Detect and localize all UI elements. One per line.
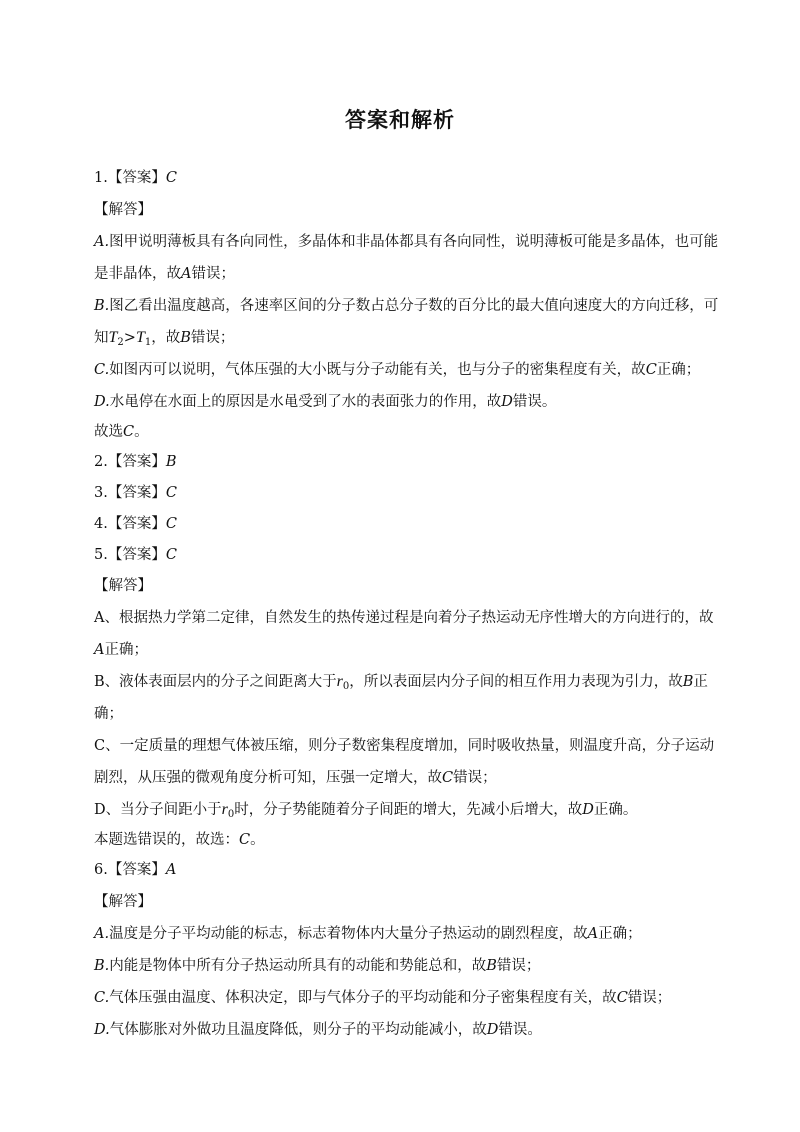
option-ref: C (442, 770, 454, 786)
q1-jieda: 【解答】 (94, 202, 152, 218)
q1-answer-line (94, 166, 714, 190)
explanation-text: 剧烈，从压强的微观角度分析可知，压强一定增大，故 (94, 770, 442, 786)
option-letter: A. (94, 926, 110, 942)
q3-answer-line (94, 481, 714, 505)
q4-number: 4. (94, 516, 108, 532)
option-letter: B. (94, 298, 110, 314)
q1-option-a-line1 (94, 230, 719, 254)
option-ref: D (486, 1022, 499, 1038)
q4-answer-line (94, 512, 714, 536)
q1-option-a-line2 (94, 262, 714, 286)
explanation-text: 错误； (496, 958, 541, 974)
explanation-text: 内能是物体中所有分子热运动所具有的动能和势能总和，故 (109, 958, 487, 974)
q5-conclusion (94, 828, 714, 852)
explanation-text: B、液体表面层内的分子之间距离大于 (94, 674, 337, 690)
explanation-text: 错误； (191, 266, 235, 282)
q6-option-d (94, 1018, 714, 1042)
explanation-text: 本题选错误的，故选： (94, 832, 239, 848)
explanation-text: 图乙看出温度越高，各速率区间的分子数占总分子数的百分比的最大值向速度大的方向迁移，可 (109, 298, 719, 314)
explanation-text: 错误。 (498, 1022, 542, 1038)
explanation-text: 错误。 (512, 394, 557, 410)
explanation-text: D、当分子间距小于 (94, 802, 222, 818)
q5-option-a-line1: A、根据热力学第二定律，自然发生的热传递过程是向着分子热运动无序性增大的方向进行的，故 (94, 610, 714, 626)
explanation-text: 正确。 (593, 802, 638, 818)
option-ref: B (486, 958, 497, 974)
variable-T: T (135, 329, 145, 346)
variable-r: r (221, 801, 228, 818)
option-letter: C. (94, 990, 110, 1006)
option-ref: C (616, 990, 628, 1006)
greater-than-sign: > (123, 330, 136, 346)
q1-option-d (94, 390, 714, 414)
option-ref: A (94, 642, 105, 658)
q6-answer-line (94, 858, 714, 882)
explanation-text: 。 (250, 832, 265, 848)
option-letter: D. (94, 394, 110, 410)
q1-option-c (94, 358, 714, 382)
option-ref: D (501, 394, 513, 410)
q6-number: 6. (94, 862, 108, 878)
explanation-text: 水黾停在水面上的原因是水黾受到了水的表面张力的作用，故 (109, 394, 502, 410)
answer-tag: 【答案】 (107, 485, 166, 501)
explanation-text: 故选 (94, 424, 123, 440)
explanation-text: ，故 (151, 330, 181, 346)
option-letter: A. (94, 234, 110, 250)
q3-number: 3. (94, 485, 108, 501)
q5-option-b-line1 (94, 670, 714, 694)
q2-number: 2. (94, 454, 108, 470)
explanation-text: 是非晶体，故 (94, 266, 181, 282)
explanation-text: 错误； (453, 770, 497, 786)
answer-tag: 【答案】 (107, 547, 166, 563)
q1-option-b-line2 (94, 326, 714, 350)
q5-jieda: 【解答】 (94, 578, 152, 594)
option-ref: D (582, 802, 594, 818)
q2-answer-line (94, 450, 714, 474)
q5-answer: C (165, 547, 177, 563)
option-letter: D. (94, 1022, 110, 1038)
explanation-text: 正确； (598, 926, 642, 942)
option-ref: C (239, 832, 251, 848)
q3-answer: C (165, 485, 177, 501)
option-ref: C (123, 424, 135, 440)
explanation-text: 正确； (656, 362, 701, 378)
explanation-text: 正 (693, 674, 708, 690)
q5-option-c-line1: C、一定质量的理想气体被压缩，则分子数密集程度增加，同时吸收热量，则温度升高，分子运动 (94, 738, 715, 754)
q6-option-a (94, 922, 714, 946)
option-ref: B (682, 674, 694, 690)
explanation-text: 温度是分子平均动能的标志，标志着物体内大量分子热运动的剧烈程度，故 (109, 926, 588, 942)
variable-T: T (108, 329, 118, 346)
q6-answer: A (165, 862, 177, 878)
q1-answer: C (165, 170, 177, 186)
option-letter: B. (94, 958, 110, 974)
q1-number: 1. (94, 170, 108, 186)
answer-tag: 【答案】 (107, 516, 166, 532)
q5-number: 5. (94, 547, 108, 563)
q2-answer: B (165, 454, 177, 470)
q5-option-a-line2 (94, 638, 714, 662)
explanation-text: 知 (94, 330, 109, 346)
explanation-text: 图甲说明薄板具有各向同性，多晶体和非晶体都具有各向同性，说明薄板可能是多晶体，也可能 (109, 234, 719, 250)
subscript: 2 (117, 337, 124, 348)
q5-option-d (94, 798, 714, 822)
variable-r: r (336, 673, 343, 690)
explanation-text: 错误； (627, 990, 672, 1006)
subscript: 1 (144, 337, 152, 348)
answer-tag: 【答案】 (107, 170, 166, 186)
explanation-text: 正确； (104, 642, 148, 658)
q4-answer: C (165, 516, 177, 532)
option-ref: C (645, 362, 657, 378)
option-ref: A (181, 266, 192, 282)
option-ref: B (180, 330, 191, 346)
q5-option-b-line2: 确； (94, 706, 123, 722)
explanation-text: ，所以表面层内分子间的相互作用力表现为引力，故 (349, 674, 683, 690)
q6-jieda: 【解答】 (94, 894, 152, 910)
answer-tag: 【答案】 (107, 862, 166, 878)
option-ref: A (587, 926, 599, 942)
q5-answer-line (94, 543, 714, 567)
option-letter: C. (94, 362, 110, 378)
answer-tag: 【答案】 (107, 454, 166, 470)
q6-option-b (94, 954, 714, 978)
page-title: 答案和解析 (345, 108, 455, 132)
explanation-text: 气体膨胀对外做功且温度降低，则分子的平均动能减小，故 (109, 1022, 487, 1038)
q5-option-c-line2 (94, 766, 714, 790)
q6-option-c (94, 986, 714, 1010)
subscript: 0 (342, 681, 350, 692)
explanation-text: 气体压强由温度、体积决定，即与气体分子的平均动能和分子密集程度有关，故 (109, 990, 617, 1006)
explanation-text: 时，分子势能随着分子间距的增大，先减小后增大，故 (234, 802, 583, 818)
q1-option-b-line1 (94, 294, 719, 318)
explanation-text: 错误； (190, 330, 235, 346)
explanation-text: 。 (134, 424, 149, 440)
subscript: 0 (227, 809, 235, 820)
explanation-text: 如图丙可以说明，气体压强的大小既与分子动能有关，也与分子的密集程度有关，故 (109, 362, 646, 378)
q1-conclusion (94, 420, 714, 444)
